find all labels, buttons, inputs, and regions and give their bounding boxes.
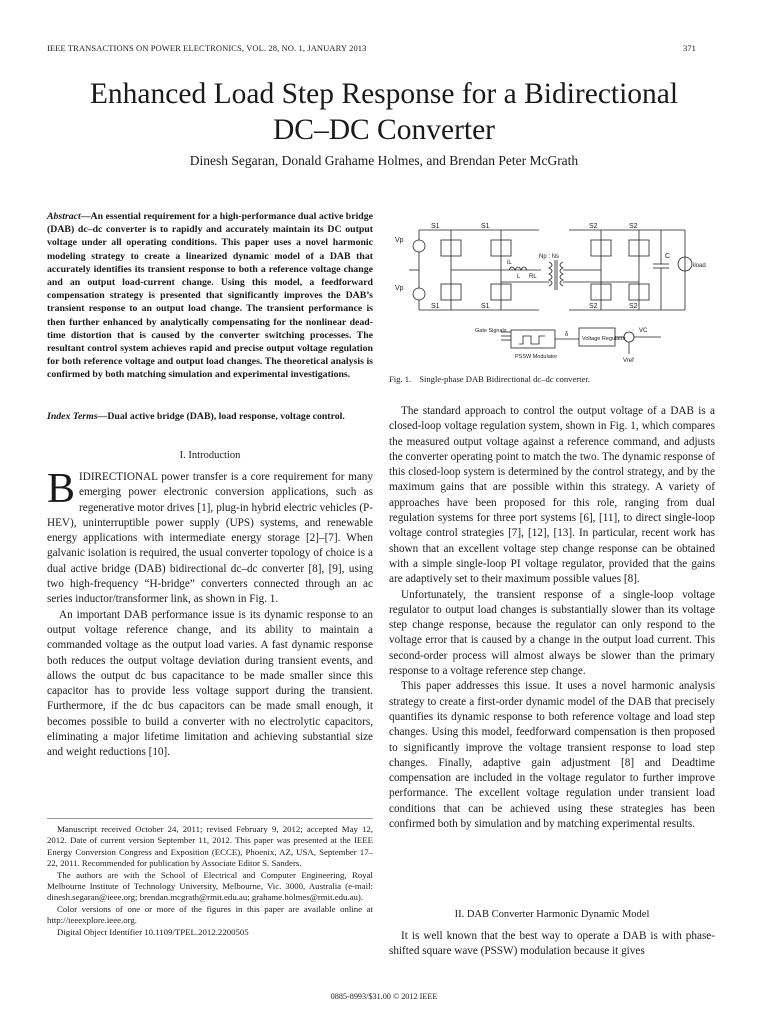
intro-paragraph-2: An important DAB performance issue is its dynamic response to an output voltage reference change, and its ability to maintain a commanded voltage as the output load varies. A fast dynamic response both reduces the output voltage deviation during transient events, and allows the output dc bus capacitance to be made smaller since this capacitor has to provide less voltage support during the transient. Furthermore, if the dc bus capacitors can be made small enough, it becomes possible to build a converter with no electrolytic capacitors, eliminating a major lifetime limitation and achieving substantial size and weight reductions [10]. bbox=[47, 608, 373, 759]
paper-title bbox=[0, 76, 768, 148]
right-paragraph-1: The standard approach to control the output voltage of a DAB is a closed-loop voltage regulation system, shown in Fig. 1, which compares the measured output voltage against a reference command, and adjusts the converter operating point to match the two. The dynamic response of this closed-loop system is determined by the control strategy, and by the maximum gains that are possible within this strategy. A variety of approaches have been proposed for this role, ranging from dual regulation systems for three port systems [6], [11], to direct single-loop voltage control strategies [7], [12], [13]. In particular, recent work has shown that an excellent voltage step change response can be obtained with a simple single-loop PI voltage regulator, provided that the gains are adaptively set to their maximum possible values [8]. bbox=[389, 405, 715, 586]
label-s2-top: S2 bbox=[589, 223, 598, 230]
index-terms-text: —Dual active bridge (DAB), load response, voltage control. bbox=[97, 411, 345, 422]
label-vp-top: Vp bbox=[395, 237, 404, 244]
label-vc: VC bbox=[639, 328, 648, 334]
label-s2bar-top: S2 bbox=[629, 223, 638, 230]
section-heading-introduction: I. Introduction bbox=[179, 450, 241, 461]
figure-label: Fig. 1. bbox=[389, 374, 412, 384]
intro-paragraph-1 bbox=[47, 466, 373, 608]
right-paragraph-4: It is well known that the best way to operate a DAB is with phase-shifted square wave (PSSW) modulation because it gives bbox=[389, 930, 715, 958]
label-pssw: PSSW Modulator bbox=[515, 354, 558, 360]
footnote-color: Color versions of one or more of the figures in this paper are available online at http://ieeexplore.ieee.org. bbox=[47, 903, 373, 926]
label-rl: RL bbox=[529, 274, 537, 280]
right-paragraph-3: This paper addresses this issue. It uses a novel harmonic analysis strategy to create a first-order dynamic model of the DAB that precisely quantifies its dynamic response to both reference voltage and load step changes. Using this model, feedforward compensation is then proposed to significantly improve the voltage transient response to load step changes. Finally, adaptive gain adjustment [8] and Deadtime compensation are included in the voltage regulator to further improve performance. The excellent voltage regulation under transient load conditions that can be achieved using these strategies has been confirmed both by simulation and by matching experimental results. bbox=[389, 680, 715, 831]
title-line-1: Enhanced Load Step Response for a Bidirectional bbox=[89, 78, 679, 110]
label-l: L bbox=[517, 274, 521, 280]
right-column-body bbox=[389, 404, 715, 832]
journal-header: IEEE TRANSACTIONS ON POWER ELECTRONICS, VOL. 28, NO. 1, JANUARY 2013 bbox=[47, 43, 367, 53]
label-c: C bbox=[665, 253, 671, 260]
label-iload: iload bbox=[693, 263, 706, 269]
intro-paragraph-1-text: IDIRECTIONAL power transfer is a core requirement for many emerging power electronic conversion applications, such as regenerative motor drives [1], plug-in hybrid electric vehicles (P-HEV), uninterruptible power supply (UPS) systems, and renewable energy applications with intermediate energy storage [2]–[7]. When galvanic isolation is required, the usual converter topology of choice is a dual active bridge (DAB) bidirectional dc–dc converter [8], [9], using two high-frequency “H-bridge” converters connected through an ac series inductor/transformer link, as shown in Fig. 1. bbox=[47, 471, 373, 606]
label-delta: δ bbox=[565, 332, 569, 338]
figure-1-schematic bbox=[389, 212, 715, 364]
label-s1-bottom: S1 bbox=[481, 303, 490, 310]
footnote-authors: The authors are with the School of Electrical and Computer Engineering, Royal Melbourne Institute of Technology University, Melbourne, Vic. 3000, Australia (e-mail: dinesh.segaran@ieee.org; brendan.mcgrath@rmit.edu.au; grahame.holmes@rmit.edu.au). bbox=[47, 869, 373, 903]
label-s1bar-bottom: S1 bbox=[431, 303, 440, 310]
label-turns-ratio: Np : Ns bbox=[539, 254, 560, 260]
page-number: 371 bbox=[682, 43, 696, 53]
label-il: iL bbox=[507, 260, 512, 266]
footnote-rule bbox=[47, 818, 373, 819]
label-s1-top-left: S1 bbox=[431, 223, 440, 230]
authors: Dinesh Segaran, Donald Grahame Holmes, and Brendan Peter McGrath bbox=[189, 153, 579, 168]
figure-caption-text: Single-phase DAB Bidirectional dc–dc converter. bbox=[419, 374, 590, 384]
drop-cap: B bbox=[47, 466, 76, 512]
label-s1bar-top: S1 bbox=[481, 223, 490, 230]
label-vp-bottom: Vp bbox=[395, 285, 404, 292]
copyright-footer: 0885-8993/$31.00 © 2012 IEEE bbox=[330, 992, 438, 1001]
label-voltage-regulator: Voltage Regulator bbox=[582, 336, 626, 342]
index-terms bbox=[47, 410, 373, 423]
label-gate-signals: Gate Signals bbox=[475, 328, 507, 334]
label-vref: Vref bbox=[623, 358, 634, 364]
abstract-text: —An essential requirement for a high-performance dual active bridge (DAB) dc–dc converter is to rapidly and accurately maintain its DC output voltage under all operating conditions. This paper uses a novel harmonic modeling strategy to create a linearized dynamic model of a DAB that accurately identifies its transient response to both a reference voltage change and an output load-current change. Using this model, a feedforward compensation strategy is presented that significantly improves the DAB’s transient response to an output load change. The transient performance is then further enhanced by analytically compensating for the nonlinear dead-time distortion that is caused by the converter switching processes. The resultant control system achieves rapid and precise output voltage regulation for both reference voltage and output load changes. The theoretical analysis is confirmed by both matching simulation and experimental investigations. bbox=[47, 211, 373, 381]
abstract bbox=[47, 210, 373, 382]
circuit-diagram bbox=[389, 212, 715, 364]
label-s2-bottom: S2 bbox=[629, 303, 638, 310]
index-terms-label: Index Terms bbox=[47, 411, 98, 422]
title-line-2: DC–DC Converter bbox=[272, 114, 496, 146]
footnote-manuscript: Manuscript received October 24, 2011; revised February 9, 2012; accepted May 12, 2012. Date of current version September 11, 2012. This paper was presented at the IEEE Energy Conversion Congress and Exposition (ECCE), Phoenix, AZ, USA, September 17–22, 2011. Recommended for publication by Associate Editor S. Sanders. bbox=[47, 824, 373, 869]
footnotes bbox=[47, 824, 373, 938]
introduction-body bbox=[47, 466, 373, 761]
section-heading-dab-model: II. DAB Converter Harmonic Dynamic Model bbox=[454, 909, 650, 920]
right-paragraph-2: Unfortunately, the transient response of a single-loop voltage regulator to output load changes is substantially slower than its voltage step change response, because the regulator can only respond to the voltage error that is caused by a change in the output load current. This second-order process will almost always be slower than the primary response to a voltage reference step change. bbox=[389, 588, 715, 678]
figure-1-caption bbox=[389, 374, 598, 384]
footnote-doi: Digital Object Identifier 10.1109/TPEL.2012.2200505 bbox=[57, 926, 249, 937]
label-s2bar-bottom: S2 bbox=[589, 303, 598, 310]
abstract-label: Abstract bbox=[47, 211, 81, 222]
section-2-body bbox=[389, 929, 715, 960]
